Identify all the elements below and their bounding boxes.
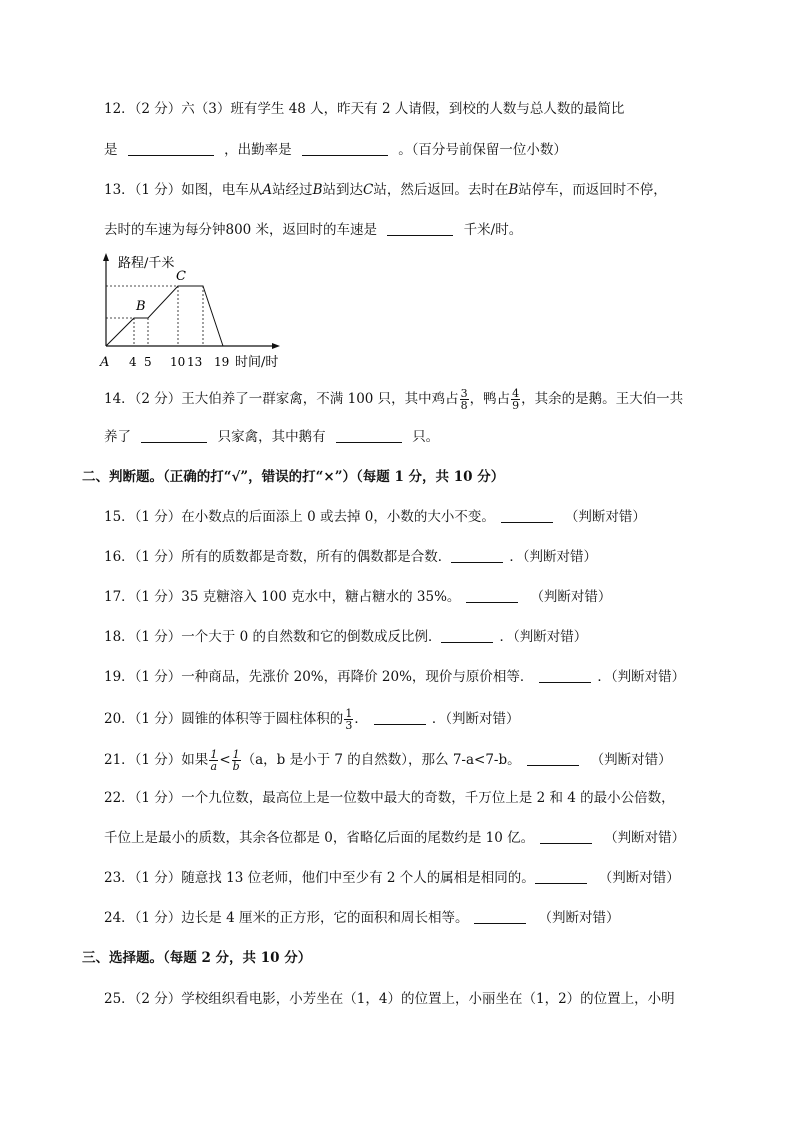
q21-frac-a: $\frac{1}{a}$	[210, 748, 218, 773]
q20-text: 20．（1 分）圆锥的体积等于圆柱体积的	[104, 711, 344, 727]
q22-line1: 22．（1 分）一个九位数，最高位上是一位数中最大的奇数，千万位上是 2 和 4 的最小公倍数，	[104, 790, 675, 806]
q14-line1	[104, 388, 683, 411]
tick-5: 5	[144, 355, 152, 369]
q20-tail: ．（判断对错）	[431, 711, 520, 727]
q21-blank[interactable]	[527, 751, 579, 766]
q13-station-b: B	[312, 182, 323, 198]
q23-text: 23．（1 分）随意找 13 位老师，他们中至少有 2 个人的属相是相同的。	[104, 870, 535, 886]
q13-station-c: C	[362, 182, 374, 198]
q14-text-d: 养了	[104, 429, 131, 445]
q20-blank[interactable]	[374, 710, 426, 725]
q13-text-d: 站，然后返回。去时在	[373, 182, 509, 198]
q21-frac-b: $\frac{1}{b}$	[232, 748, 240, 773]
q16	[104, 548, 597, 566]
q15-text: 15．（1 分）在小数点的后面添上 0 或去掉 0，小数的大小不变。	[104, 509, 495, 525]
q13-text-f: 去时的车速为每分钟800 米，返回时的车速是	[104, 222, 378, 238]
q14-frac-duck: $\frac{4}{9}$	[512, 387, 520, 412]
point-b-label: B	[136, 299, 146, 314]
q13-distance-time-graph	[96, 250, 306, 372]
q13-text-b: 站经过	[272, 182, 313, 198]
q22-blank[interactable]	[540, 829, 592, 844]
q12-line1: 12．（2 分）六（3）班有学生 48 人，昨天有 2 人请假，到校的人数与总人数的最简比	[104, 101, 625, 117]
q13-station-a: A	[262, 182, 273, 198]
q19	[104, 668, 685, 686]
q19-blank[interactable]	[539, 668, 591, 683]
q20	[104, 708, 520, 731]
q15-tail: （判断对错）	[564, 509, 646, 525]
q12-line2	[104, 141, 567, 159]
q24	[104, 909, 619, 927]
tick-4: 4	[129, 355, 137, 369]
q16-tail: ．（判断对错）	[509, 549, 598, 565]
q21-text: 21．（1 分）如果	[104, 752, 209, 768]
q13-text-e: 站停车，而返回时不停，	[518, 182, 667, 198]
q14-text-f: 只。	[412, 429, 440, 445]
q20-frac: $\frac{1}{3}$	[345, 707, 353, 732]
q12-text-b: ，出勤率是	[224, 142, 292, 158]
y-axis-arrow	[103, 253, 109, 261]
q13-line2	[104, 221, 522, 239]
section-3-heading: 三、选择题。（每题 2 分，共 10 分）	[82, 950, 312, 966]
q13-text-a: 13．（1 分）如图，电车从	[104, 182, 263, 198]
q14-text-a: 14．（2 分）王大伯养了一群家禽，不满 100 只，其中鸡占	[104, 391, 459, 407]
q15	[104, 508, 646, 526]
q23	[104, 869, 680, 887]
q22-line2	[104, 829, 685, 847]
q14-line2	[104, 428, 439, 446]
q12-text-a: 是	[104, 142, 118, 158]
q25-line1: 25．（2 分）学校组织看电影，小芳坐在（1，4）的位置上，小丽坐在（1，2）的位置上，小明	[104, 991, 675, 1007]
origin-label: A	[100, 355, 110, 370]
guide-lines	[106, 286, 203, 346]
q24-tail: （判断对错）	[538, 910, 620, 926]
q14-text-c: ，其余的是鹅。王大伯一共	[521, 391, 684, 407]
x-axis-label: 时间/时	[235, 355, 279, 370]
point-c-label: C	[176, 269, 186, 284]
q14-blank-geese[interactable]	[336, 428, 402, 443]
q18-tail: ．（判断对错）	[499, 629, 588, 645]
q21-mid: （a，b 是小于 7 的自然数），那么 7-a<7-b。	[241, 752, 521, 768]
q17-blank[interactable]	[466, 588, 518, 603]
q18-text: 18．（1 分）一个大于 0 的自然数和它的倒数成反比例．	[104, 629, 442, 645]
q14-text-b: ，鸭占	[469, 391, 511, 407]
section-2-heading: 二、判断题。（正确的打“√”，错误的打“×”）（每题 1 分，共 10 分）	[82, 469, 505, 485]
q12-blank-ratio[interactable]	[128, 141, 214, 156]
q13-line1	[104, 181, 667, 199]
q23-tail: （判断对错）	[598, 870, 680, 886]
q13-text-c: 站到达	[322, 182, 363, 198]
q19-text: 19．（1 分）一种商品，先涨价 20%，再降价 20%，现价与原价相等．	[104, 669, 534, 685]
q17-tail: （判断对错）	[530, 589, 612, 605]
q18	[104, 628, 587, 646]
q13-blank-speed[interactable]	[387, 221, 453, 236]
q24-blank[interactable]	[474, 909, 526, 924]
q17	[104, 588, 611, 606]
x-axis-arrow	[272, 343, 280, 349]
tick-13: 13	[187, 355, 203, 369]
q21	[104, 749, 672, 772]
q21-tail: （判断对错）	[590, 752, 672, 768]
tick-19: 19	[214, 355, 230, 369]
q22-tail: （判断对错）	[604, 830, 686, 846]
q16-blank[interactable]	[451, 548, 503, 563]
q13-station-b2: B	[508, 182, 519, 198]
q20-after: ．	[354, 711, 368, 727]
q13-text-g: 千米/时。	[463, 222, 523, 238]
q17-text: 17．（1 分）35 克糖溶入 100 克水中，糖占糖水的 35%。	[104, 589, 461, 605]
tick-10: 10	[170, 355, 186, 369]
q14-text-e: 只家禽，其中鹅有	[217, 429, 326, 445]
q12-blank-rate[interactable]	[302, 141, 388, 156]
q14-frac-chicken: $\frac{3}{8}$	[460, 387, 468, 412]
q19-tail: ．（判断对错）	[597, 669, 686, 685]
q14-blank-total[interactable]	[141, 428, 207, 443]
q21-lt: <	[219, 752, 231, 768]
q22-text: 千位上是最小的质数，其余各位都是 0，省略亿后面的尾数约是 10 亿。	[104, 830, 535, 846]
q24-text: 24．（1 分）边长是 4 厘米的正方形，它的面积和周长相等。	[104, 910, 469, 926]
q12-text-c: 。（百分号前保留一位小数）	[398, 142, 567, 158]
y-axis-label: 路程/千米	[118, 256, 175, 271]
q18-blank[interactable]	[441, 628, 493, 643]
travel-path	[106, 286, 223, 346]
q15-blank[interactable]	[501, 508, 553, 523]
q16-text: 16．（1 分）所有的质数都是奇数，所有的偶数都是合数．	[104, 549, 452, 565]
q23-blank[interactable]	[535, 869, 587, 884]
